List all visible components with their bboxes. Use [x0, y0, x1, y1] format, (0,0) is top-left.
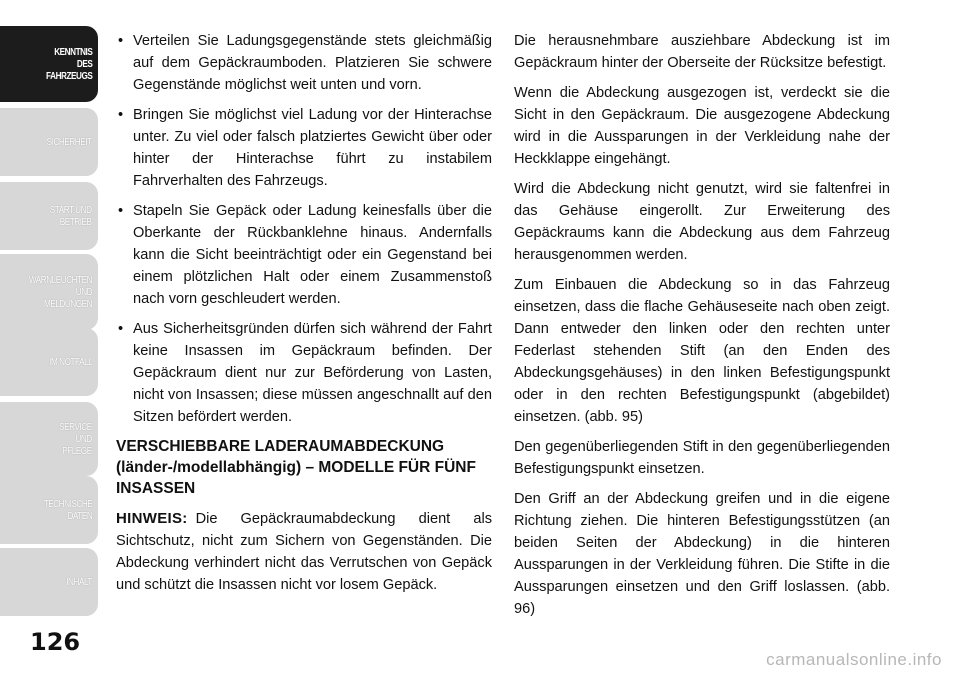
- page-number: 126: [30, 628, 81, 656]
- list-item: • Verteilen Sie Ladungsgegenstände stets gleichmäßig auf dem Gepäckraumboden. Platzieren Sie schwere Gegenstände möglichst weit unten und vorn.: [116, 30, 492, 96]
- paragraph: Den Griff an der Abdeckung greifen und in die eigene Richtung ziehen. Die hinteren Befestigungsstützen (an beiden Seiten der Abdeckung) in die hinteren Aussparungen in der Verkleidung führen. Die Stifte in die Aussparungen einsetzen und den Griff loslassen. (abb. 96): [514, 491, 890, 617]
- tab-label: START UND BETRIEB: [50, 204, 92, 228]
- list-item: • Bringen Sie möglichst viel Ladung vor der Hinterachse unter. Zu viel oder falsch platziertes Gewicht über oder hinter der Hinterachse führt zu instabilem Fahrverhalten des Fahrzeugs.: [116, 104, 492, 192]
- list-item: • Stapeln Sie Gepäck oder Ladung keinesfalls über die Oberkante der Rückbanklehne hinaus. Andernfalls kann die Sicht beeinträchtigt oder ein Gegenstand bei einem plötzlichen Halt oder einem Zusammenstoß nach vorn geschleudert werden.: [116, 200, 492, 310]
- paragraph: Die herausnehmbare ausziehbare Abdeckung ist im Gepäckraum hinter der Oberseite der Rücksitze befestigt.: [514, 33, 890, 71]
- watermark: carmanualsonline.info: [766, 650, 942, 669]
- chapter-sidebar: [0, 0, 98, 678]
- note-paragraph: [116, 508, 492, 596]
- paragraph: Wenn die Abdeckung ausgezogen ist, verdeckt sie die Sicht in den Gepäckraum. Die ausgezogene Abdeckung wird in die Aussparungen in der Verkleidung nahe der Heckklappe eingehängt.: [514, 85, 890, 167]
- note-text: Die Gepäckraumabdeckung dient als Sichtschutz, nicht zum Sichern von Gegenständen. Die Abdeckung verhindert nicht das Verrutschen von Gepäck und schützt die Insassen nicht vor losem Gepäck.: [116, 511, 492, 593]
- note-label: HINWEIS:: [116, 510, 188, 527]
- tab-technische-daten[interactable]: [0, 476, 98, 544]
- tab-service-und-pflege[interactable]: [0, 402, 98, 476]
- tab-label: TECHNISCHE DATEN: [43, 498, 92, 522]
- paragraph: Zum Einbauen die Abdeckung so in das Fahrzeug einsetzen, dass die flache Gehäuseseite nach oben zeigt. Dann entweder den linken oder den rechten unter Federlast stehenden Stift (an den Enden des Abdeckungsgehäuses) in den linken Befestigungspunkt oder in den rechten Befestigungspunkt (abgebildet) einsetzen. (abb. 95): [514, 277, 890, 425]
- tab-kenntnis-des-fahrzeugs[interactable]: [0, 26, 98, 102]
- tab-label: KENNTNIS DES FAHRZEUGS: [45, 46, 92, 82]
- left-column: [116, 30, 492, 604]
- tab-sicherheit[interactable]: [0, 108, 98, 176]
- tab-label: SICHERHEIT: [47, 136, 92, 148]
- tab-label: INHALT: [66, 576, 92, 588]
- tab-start-und-betrieb[interactable]: [0, 182, 98, 250]
- safety-bullet-list: [116, 30, 492, 428]
- tab-warnleuchten-und-meldungen[interactable]: [0, 254, 98, 330]
- paragraph: Wird die Abdeckung nicht genutzt, wird sie faltenfrei in das Gehäuse eingerollt. Zur Erweiterung des Gepäckraums kann die Abdeckung aus dem Fahrzeug herausgenommen werden.: [514, 181, 890, 263]
- tab-label: WARNLEUCHTEN UND MELDUNGEN: [28, 274, 92, 310]
- paragraph: Den gegenüberliegenden Stift in den gegenüberliegenden Befestigungspunkt einsetzen.: [514, 439, 890, 477]
- list-item: • Aus Sicherheitsgründen dürfen sich während der Fahrt keine Insassen im Gepäckraum befinden. Der Gepäckraum dient nur zur Beförderung von Lasten, nicht von Insassen; diese müssen angeschnallt auf den Sitzen befördert werden.: [116, 318, 492, 428]
- section-heading: VERSCHIEBBARE LADERAUMABDECKUNG (länder-/modellabhängig) – MODELLE FÜR FÜNF INSASSEN: [116, 438, 476, 497]
- tab-inhalt[interactable]: [0, 548, 98, 616]
- tab-im-notfall[interactable]: [0, 328, 98, 396]
- right-column: [514, 30, 890, 628]
- tab-label: IM NOTFALL: [48, 356, 92, 368]
- tab-label: SERVICE UND PFLEGE: [59, 421, 92, 457]
